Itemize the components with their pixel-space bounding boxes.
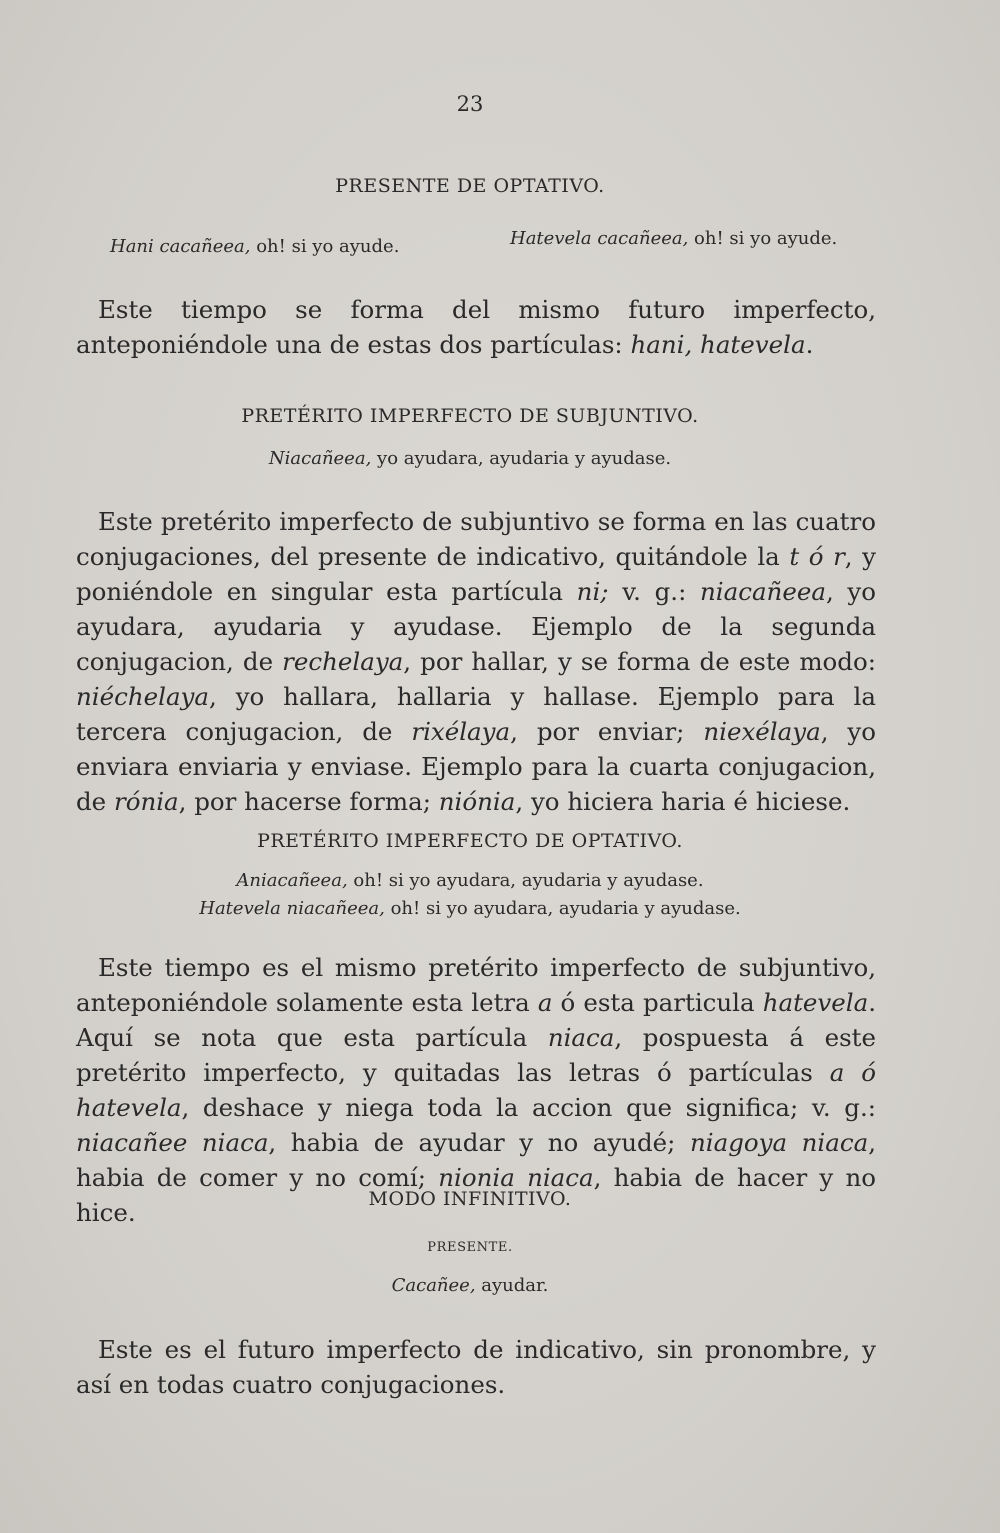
- example-hani: [110, 236, 399, 257]
- example-cacanee: [0, 1275, 940, 1296]
- text-run: Este tiempo es el mismo pretérito imperfecto de subjuntivo, anteponiéndole solamente esta letra: [76, 953, 876, 1017]
- text-run: Este pretérito imperfecto de subjuntivo se forma en las cuatro conjugaciones, del presente de indicativo, quitándole la: [76, 507, 876, 571]
- italic-term: rixélaya: [411, 717, 511, 746]
- italic-term: niagoya niaca: [689, 1128, 869, 1157]
- text-run: . Aquí se nota que esta partícula: [76, 988, 876, 1052]
- example-gloss: ayudar.: [475, 1275, 549, 1296]
- italic-term: niacañeea: [700, 577, 826, 606]
- heading-preterito-optativo: PRETÉRITO IMPERFECTO DE OPTATIVO.: [257, 830, 683, 852]
- text-run: v. g.:: [608, 577, 700, 606]
- text-run: Este es el futuro imperfecto de indicativo, sin pronombre, y así en todas cuatro conjugaciones.: [76, 1335, 876, 1399]
- text-run: , yo hiciera haria é hiciese.: [515, 787, 851, 816]
- text-run: , por enviar;: [510, 717, 704, 746]
- italic-term: rechelaya: [282, 647, 404, 676]
- text-run: , habia de ayudar y no ayudé;: [268, 1128, 690, 1157]
- example-gloss: oh! si yo ayudara, ayudaria y ayudase.: [347, 870, 704, 891]
- example-aniacaneea: [0, 870, 940, 891]
- italic-term: niacañee niaca: [76, 1128, 269, 1157]
- example-gloss: yo ayudara, ayudaria y ayudase.: [371, 448, 672, 469]
- example-term: Cacañee,: [391, 1275, 476, 1296]
- italic-term: nionia niaca: [438, 1163, 594, 1192]
- text-run: , yo ayudara, ayudaria y ayudase. Ejemplo de la segunda conjugacion, de: [76, 577, 876, 676]
- example-hatevela-niacaneea: [0, 898, 940, 919]
- text-run: .: [805, 330, 814, 359]
- example-gloss: oh! si yo ayudara, ayudaria y ayudase.: [384, 898, 741, 919]
- example-term: Niacañeea,: [268, 448, 372, 469]
- text-run: , deshace y niega toda la accion que significa; v. g.:: [181, 1093, 876, 1122]
- italic-term: niexélaya: [703, 717, 821, 746]
- text-run: , yo hallara, hallaria y hallase. Ejemplo para la tercera conjugacion, de: [76, 682, 876, 746]
- example-term: Hatevela niacañeea,: [199, 898, 385, 919]
- text-run: Este tiempo se forma del mismo futuro imperfecto, anteponiéndole una de estas dos partículas:: [76, 295, 876, 359]
- italic-term: ni;: [576, 577, 609, 606]
- italic-term: rónia: [113, 787, 179, 816]
- example-gloss: oh! si yo ayude.: [688, 228, 838, 249]
- text-run: , pospuesta á este pretérito imperfecto, y quitadas las letras ó partículas: [76, 1023, 877, 1087]
- heading-modo-infinitivo: MODO INFINITIVO.: [368, 1188, 572, 1210]
- example-term: Aniacañeea,: [236, 870, 348, 891]
- italic-term: a: [537, 988, 553, 1017]
- italic-term: t ó r: [789, 542, 845, 571]
- paragraph-preterito-subjuntivo: [76, 504, 876, 819]
- italic-term: niéchelaya: [76, 682, 210, 711]
- italic-term: niaca: [547, 1023, 615, 1052]
- page-number: 23: [456, 92, 484, 116]
- text-run: , habia de comer y no comí;: [76, 1128, 876, 1192]
- example-hatevela: [510, 228, 837, 249]
- example-term: Hani cacañeea,: [110, 236, 251, 257]
- italic-term: hani, hatevela: [630, 330, 806, 359]
- paragraph-presente-optativo: [76, 292, 876, 362]
- example-term: Hatevela cacañeea,: [510, 228, 689, 249]
- text-run: , yo enviara enviaria y enviase. Ejemplo para la cuarta conjugacion, de: [76, 717, 877, 816]
- example-gloss: oh! si yo ayude.: [250, 236, 400, 257]
- text-run: , habia de hacer y no hice.: [76, 1163, 877, 1227]
- italic-term: a ó hatevela: [76, 1058, 876, 1122]
- text-run: , y poniéndole en singular esta partícula: [76, 542, 876, 606]
- text-run: , por hallar, y se forma de este modo:: [403, 647, 876, 676]
- text-run: , por hacerse forma;: [178, 787, 439, 816]
- heading-preterito-subjuntivo: PRETÉRITO IMPERFECTO DE SUBJUNTIVO.: [241, 405, 699, 427]
- text-run: ó esta particula: [552, 988, 763, 1017]
- heading-presente-optativo: PRESENTE DE OPTATIVO.: [335, 175, 605, 197]
- example-niacaneea: [0, 448, 940, 469]
- paragraph-infinitivo: [76, 1332, 876, 1402]
- italic-term: niónia: [438, 787, 516, 816]
- italic-term: hatevela: [762, 988, 869, 1017]
- subheading-presente: PRESENTE.: [427, 1240, 513, 1255]
